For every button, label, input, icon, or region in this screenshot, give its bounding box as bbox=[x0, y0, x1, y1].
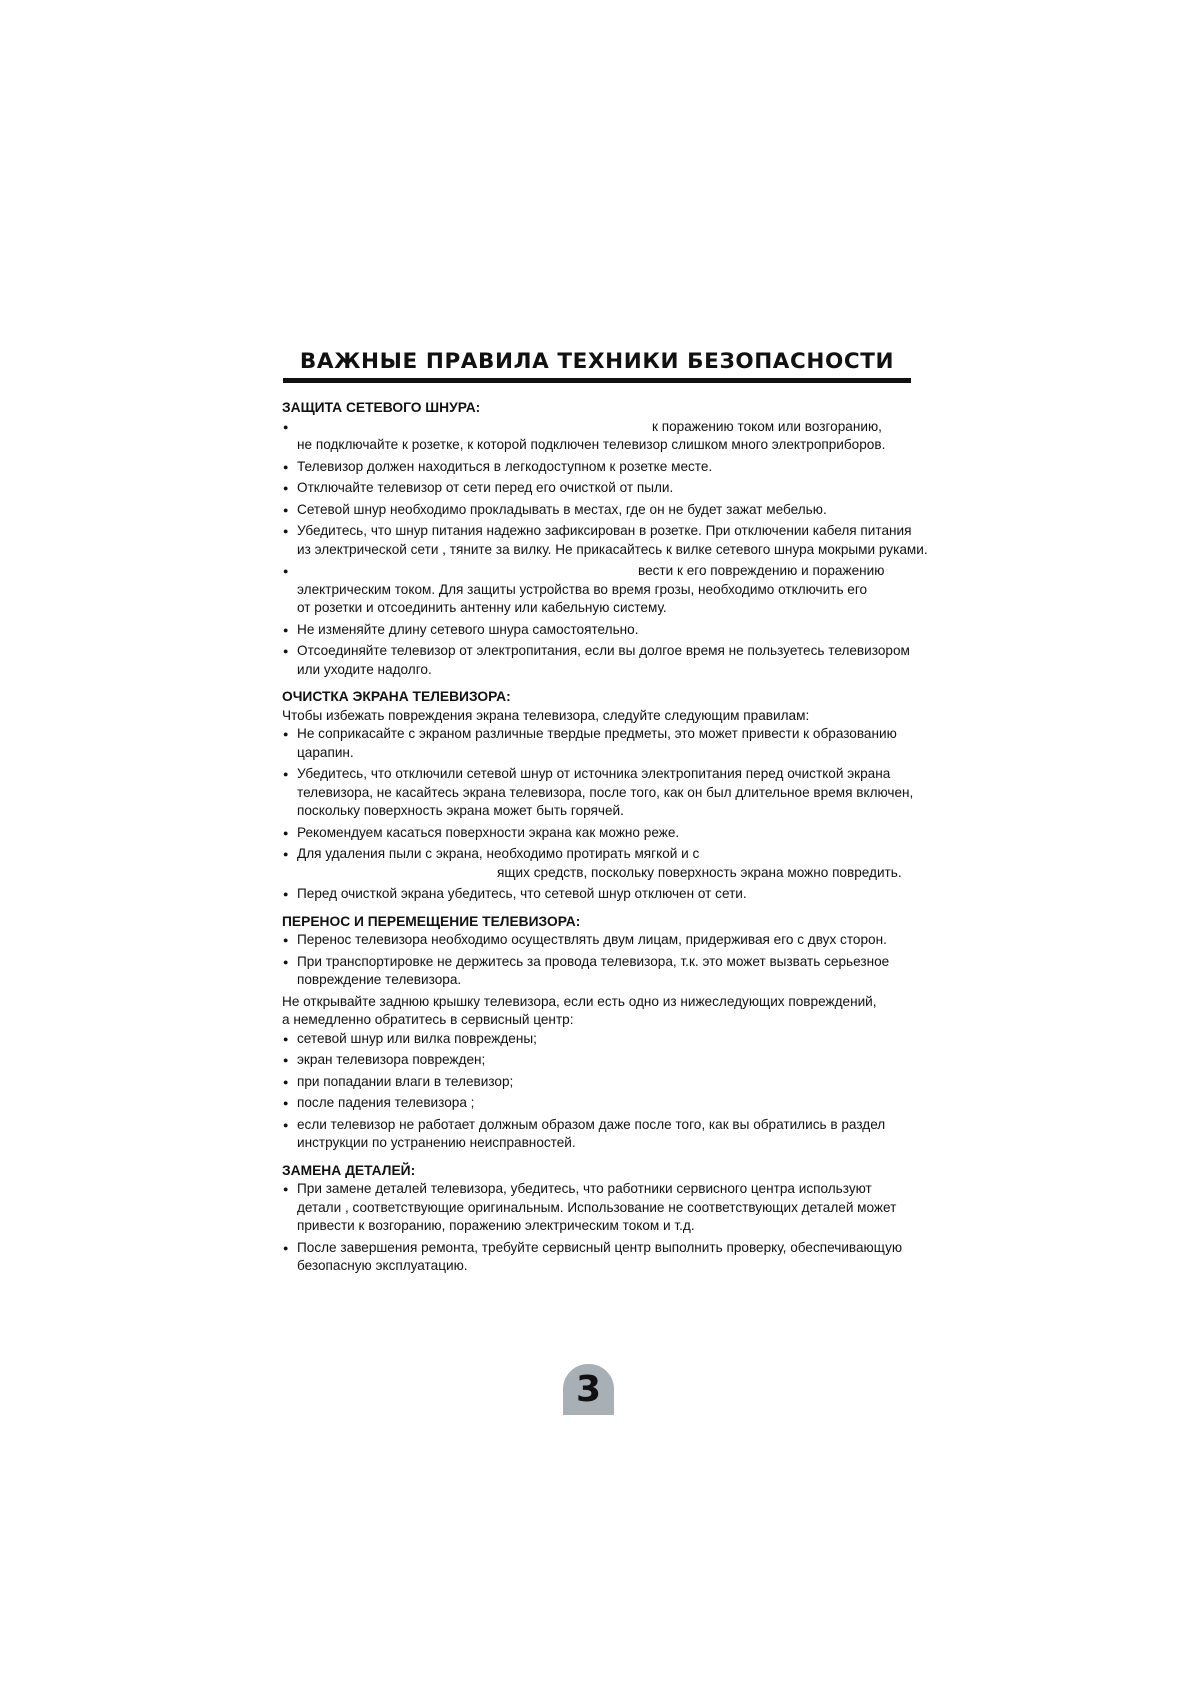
section-intro: Чтобы избежать повреждения экрана телевизора, следуйте следующим правилам: bbox=[282, 707, 810, 723]
list-item-text: ● если телевизор не работает должным образом даже после того, как вы обратились в раздел bbox=[297, 1116, 886, 1132]
list-item-text: или уходите надолго. bbox=[297, 661, 432, 677]
list-item-text: к поражению током или возгоранию, bbox=[652, 418, 882, 434]
list-item-text: повреждение телевизора. bbox=[297, 972, 462, 987]
list-item-text: из электрической сети , тяните за вилку. Не прикасайтесь к вилке сетевого шнура мокрыми руками. bbox=[297, 541, 928, 557]
section-heading-power-cord: ЗАЩИТА СЕТЕВОГО ШНУРА: bbox=[282, 400, 481, 415]
section-heading-parts: ЗАМЕНА ДЕТАЛЕЙ: bbox=[282, 1162, 416, 1178]
list-item-text: ● Перенос телевизора необходимо осуществлять двум лицам, придерживая его с двух сторон. bbox=[297, 932, 887, 947]
list-item bbox=[282, 501, 942, 520]
list-item-text: ● Сетевой шнур необходимо прокладывать в местах, где он не будет зажат мебелью. bbox=[297, 501, 827, 517]
damage-list bbox=[282, 1030, 942, 1153]
note-text: а немедленно обратитесь в сервисный центр: bbox=[282, 1012, 574, 1027]
list-item-text: ● при попадании влаги в телевизор; bbox=[297, 1073, 514, 1089]
list-item-text: телевизора, не касайтесь экрана телевизора, после того, как он был длительное время включен, bbox=[297, 784, 914, 800]
list-item-line bbox=[297, 562, 942, 581]
list-item-text: ● Рекомендуем касаться поверхности экрана как можно реже. bbox=[297, 824, 680, 840]
page-number-badge: 3 bbox=[563, 1364, 614, 1415]
list-item-text: ● Для удаления пыли с экрана, необходимо протирать мягкой и с bbox=[297, 846, 700, 861]
list-item-text: поскольку поверхность экрана может быть горячей. bbox=[297, 803, 624, 818]
list-item bbox=[282, 824, 942, 843]
power-cord-list bbox=[282, 418, 942, 680]
list-item-text: ● Убедитесь, что шнур питания надежно зафиксирован в розетке. При отключении кабеля питания bbox=[297, 523, 912, 538]
list-item bbox=[282, 885, 942, 904]
screen-cleaning-list bbox=[282, 725, 942, 904]
list-item bbox=[282, 765, 942, 821]
list-item bbox=[282, 953, 942, 990]
list-item bbox=[282, 642, 942, 679]
list-item-text: ● экран телевизора поврежден; bbox=[297, 1052, 486, 1067]
list-item bbox=[282, 621, 942, 640]
list-item-line bbox=[297, 418, 942, 437]
list-item bbox=[282, 458, 942, 477]
transport-list bbox=[282, 931, 942, 990]
list-item bbox=[282, 845, 942, 882]
note-text: Не открывайте заднюю крышку телевизора, если есть одно из нижеследующих повреждений, bbox=[282, 993, 877, 1009]
title-underline bbox=[283, 378, 911, 383]
list-item-text: ● Телевизор должен находиться в легкодоступном к розетке месте. bbox=[297, 458, 713, 474]
list-item-text: ● Отключайте телевизор от сети перед его очисткой от пыли. bbox=[297, 480, 674, 495]
list-item bbox=[282, 479, 942, 498]
list-item bbox=[282, 1051, 942, 1070]
list-item bbox=[282, 1116, 942, 1153]
parts-list bbox=[282, 1180, 942, 1276]
document-body bbox=[282, 399, 942, 1279]
list-item bbox=[282, 725, 942, 762]
list-item-text: электрическим током. Для защиты устройства во время грозы, необходимо отключить его bbox=[297, 581, 868, 597]
list-item-text: ящих средств, поскольку поверхность экрана можно повредить. bbox=[497, 864, 902, 880]
section-heading-transport: ПЕРЕНОС И ПЕРЕМЕЩЕНИЕ ТЕЛЕВИЗОРА: bbox=[282, 913, 581, 929]
list-item-text: ● Не соприкасайте с экраном различные твердые предметы, это может привести к образованию bbox=[297, 726, 897, 741]
transport-note bbox=[282, 993, 942, 1030]
list-item bbox=[282, 931, 942, 950]
page-title: ВАЖНЫЕ ПРАВИЛА ТЕХНИКИ БЕЗОПАСНОСТИ bbox=[299, 349, 895, 374]
list-item-text: от розетки и отсоединить антенну или кабельную систему. bbox=[297, 600, 667, 615]
list-item-text: безопасную эксплуатацию. bbox=[297, 1258, 468, 1273]
list-item-text: не подключайте к розетке, к которой подключен телевизор слишком много электроприборов. bbox=[297, 437, 886, 452]
list-item-text: вести к его повреждению и поражению bbox=[638, 563, 885, 578]
list-item bbox=[282, 1239, 942, 1276]
list-item-text: царапин. bbox=[297, 744, 354, 760]
list-item-text: ● после падения телевизора ; bbox=[297, 1095, 475, 1110]
list-item-text: ● Перед очисткой экрана убедитесь, что сетевой шнур отключен от сети. bbox=[297, 886, 747, 901]
list-item bbox=[282, 1030, 942, 1049]
list-item-text: привести к возгоранию, поражению электрическим током и т.д. bbox=[297, 1218, 695, 1233]
list-item bbox=[282, 562, 942, 618]
list-item bbox=[282, 522, 942, 559]
list-item bbox=[282, 418, 942, 455]
list-item bbox=[282, 1073, 942, 1092]
list-item-text: ● При замене деталей телевизора, убедитесь, что работники сервисного центра используют bbox=[297, 1181, 872, 1196]
list-item-text: ● После завершения ремонта, требуйте сервисный центр выполнить проверку, обеспечивающую bbox=[297, 1239, 903, 1255]
section-heading-screen-cleaning: ОЧИСТКА ЭКРАНА ТЕЛЕВИЗОРА: bbox=[282, 689, 511, 704]
list-item-text: инструкции по устранению неисправностей. bbox=[297, 1135, 576, 1150]
list-item-text: ● сетевой шнур или вилка повреждены; bbox=[297, 1030, 537, 1046]
list-item-text: ● При транспортировке не держитесь за провода телевизора, т.к. это может вызвать серьезное bbox=[297, 953, 890, 969]
list-item-text: ● Отсоединяйте телевизор от электропитания, если вы долгое время не пользуетесь телевизором bbox=[297, 643, 910, 658]
list-item bbox=[282, 1094, 942, 1113]
list-item-text: ● Убедитесь, что отключили сетевой шнур от источника электропитания перед очисткой экрана bbox=[297, 766, 891, 781]
list-item bbox=[282, 1180, 942, 1236]
list-item-text: ● Не изменяйте длину сетевого шнура самостоятельно. bbox=[297, 621, 639, 637]
list-item-text: детали , соответствующие оригинальным. Использование не соответствующих деталей может bbox=[297, 1199, 897, 1215]
